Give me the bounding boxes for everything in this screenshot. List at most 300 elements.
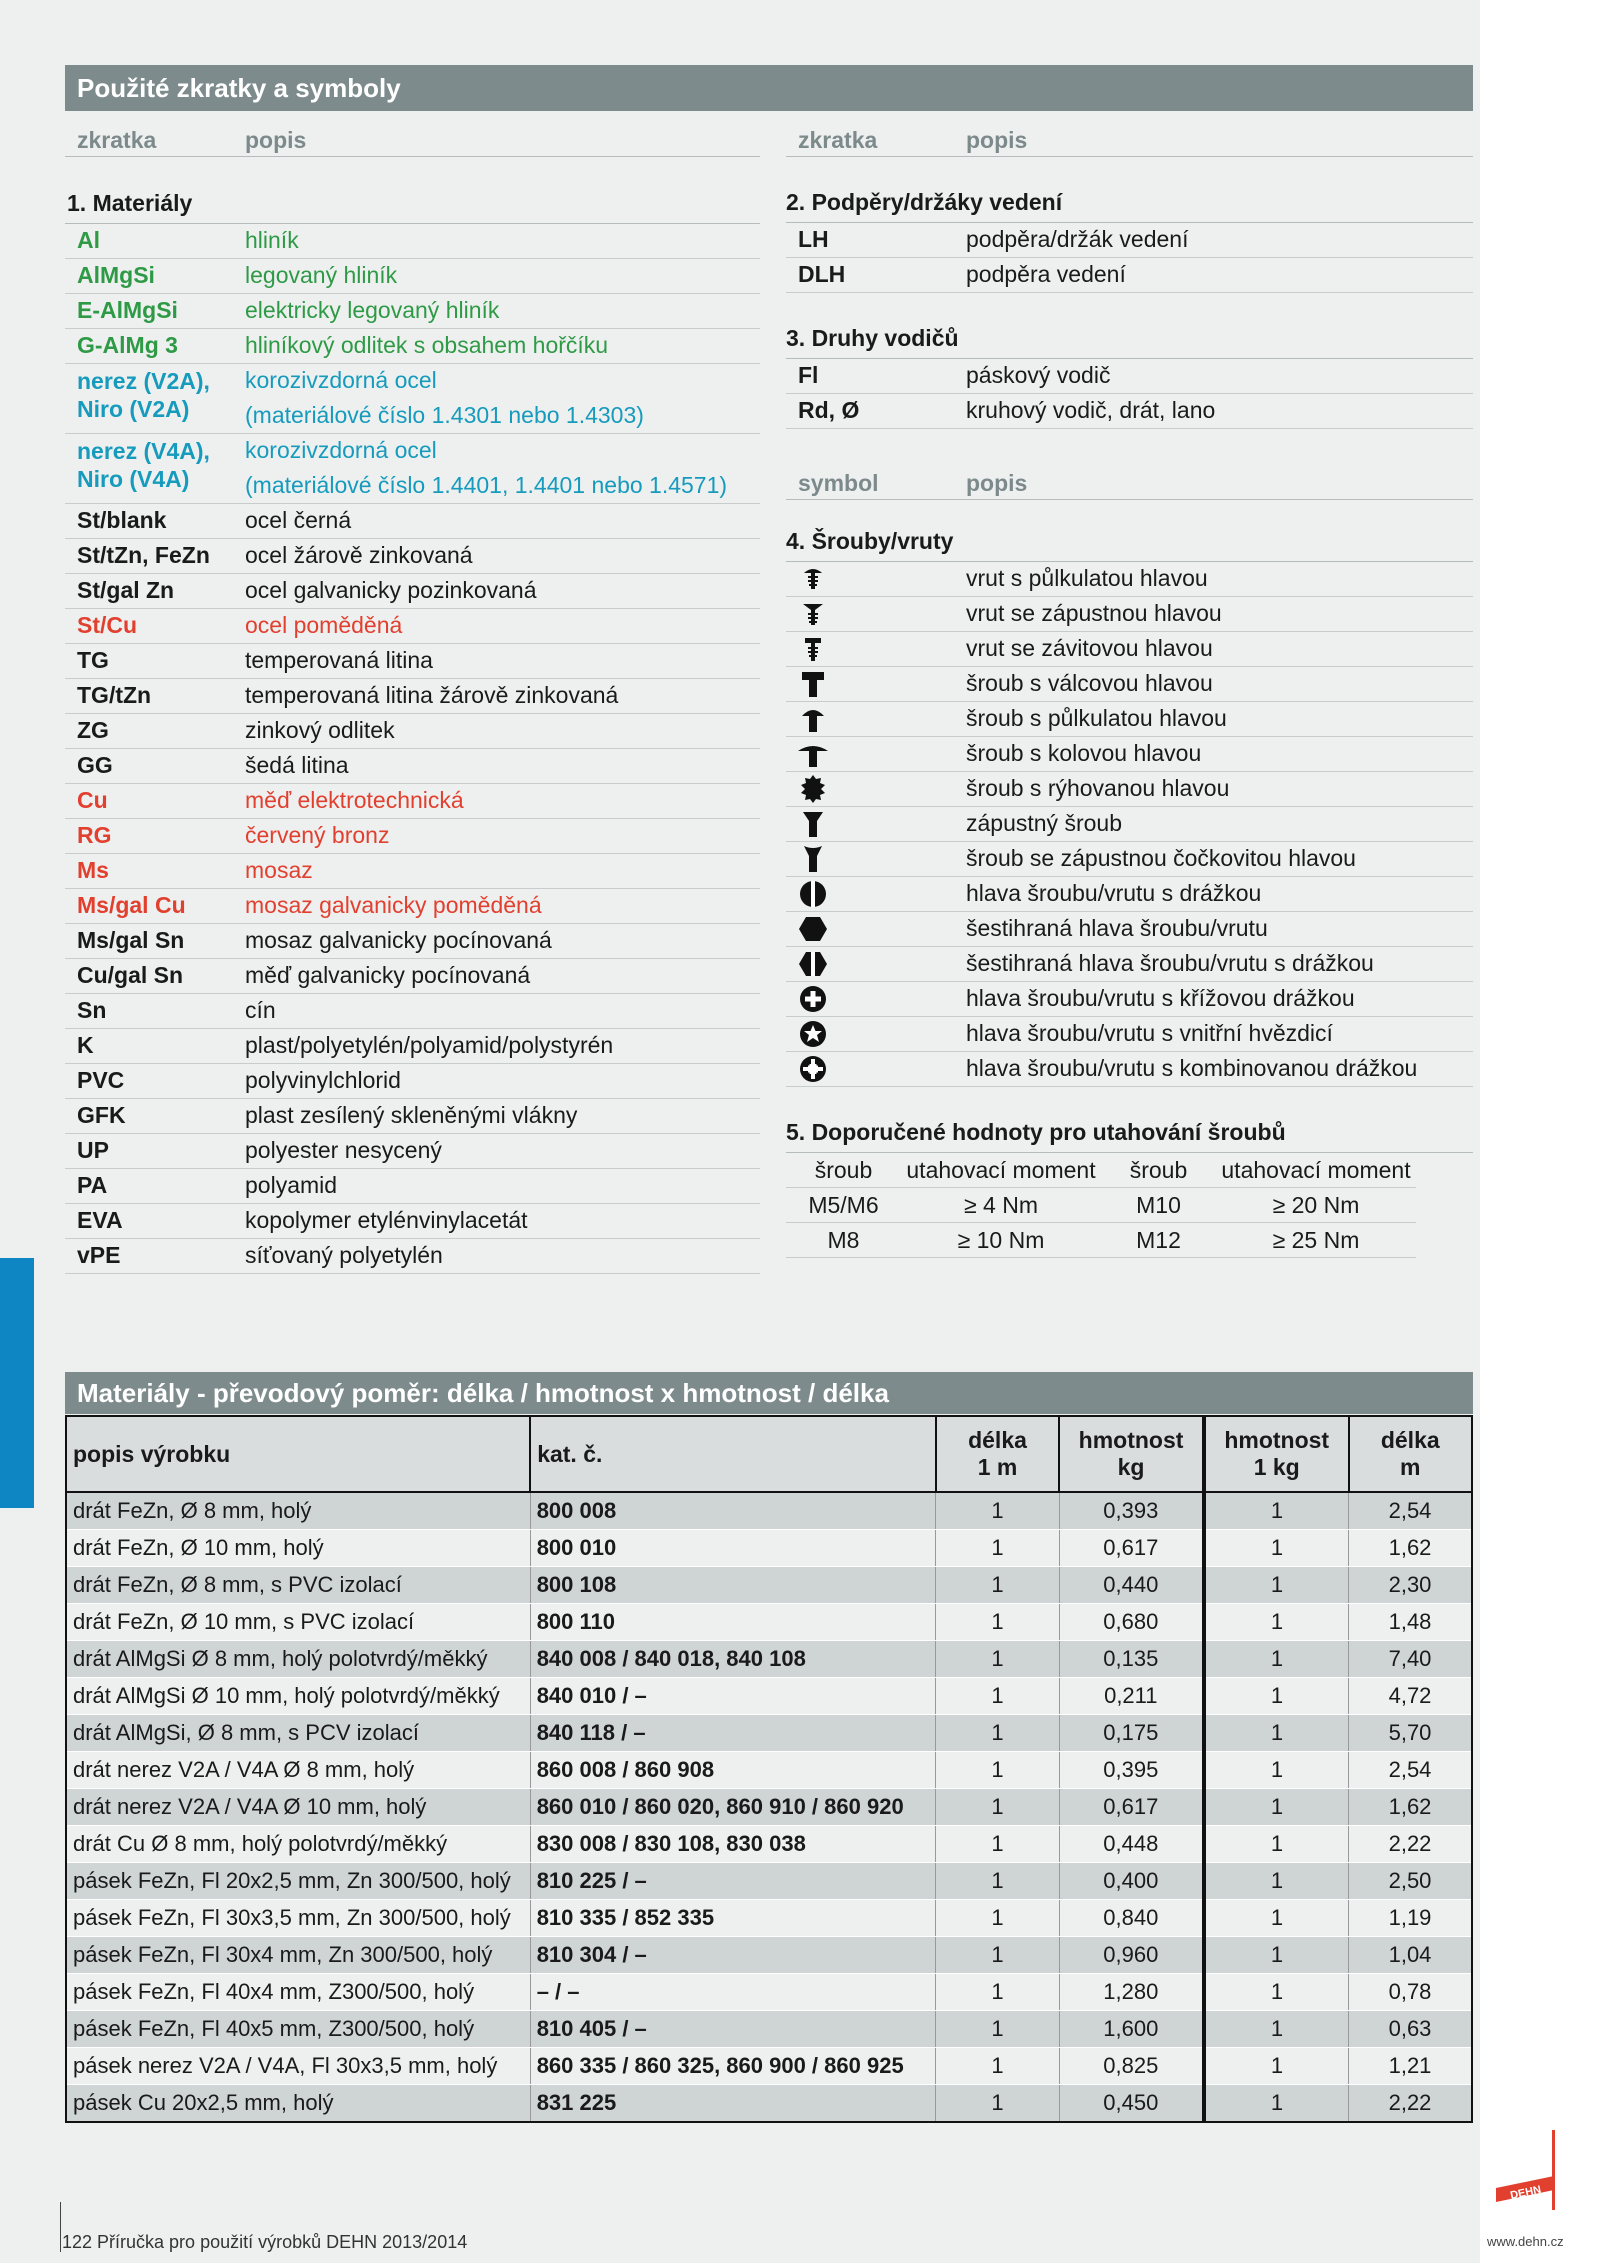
length-m: 1,21 xyxy=(1349,2048,1472,2085)
material-row xyxy=(65,434,760,504)
product-description: drát FeZn, Ø 10 mm, holý xyxy=(66,1530,530,1567)
screw-symbol-row xyxy=(786,842,1473,877)
symbol-description: šestihraná hlava šroubu/vrutu s drážkou xyxy=(966,950,1374,976)
symbol-description: vrut s půlkulatou hlavou xyxy=(966,565,1208,591)
screw-symbol-row xyxy=(786,702,1473,737)
mass-1kg: 1 xyxy=(1204,1826,1349,1863)
description: temperovaná litina žárově zinkovaná xyxy=(245,682,619,708)
catalog-number: 840 010 / – xyxy=(530,1678,936,1715)
mass-kg: 0,175 xyxy=(1059,1715,1204,1752)
conversion-row xyxy=(66,1678,1472,1715)
material-row xyxy=(65,679,760,714)
countersunk-wood-screw-icon xyxy=(786,600,966,628)
conversion-row xyxy=(66,1974,1472,2011)
catalog-number: 831 225 xyxy=(530,2085,936,2123)
product-description: drát FeZn, Ø 8 mm, holý xyxy=(66,1492,530,1530)
catalog-number: 860 010 / 860 020, 860 910 / 860 920 xyxy=(530,1789,936,1826)
description: červený bronz xyxy=(245,822,390,848)
mass-kg: 0,395 xyxy=(1059,1752,1204,1789)
description: korozivzdorná ocel (materiálové číslo 1.4301 nebo 1.4303) xyxy=(245,367,644,428)
abbreviation: Cu xyxy=(77,787,108,813)
conductor-row xyxy=(786,359,1473,394)
product-description: pásek FeZn, Fl 20x2,5 mm, Zn 300/500, holý xyxy=(66,1863,530,1900)
abbreviation: St/Cu xyxy=(77,612,138,638)
materials-list xyxy=(65,223,760,1274)
col-header-length-m: délka m xyxy=(1349,1416,1472,1492)
description: korozivzdorná ocel (materiálové číslo 1.4401, 1.4401 nebo 1.4571) xyxy=(245,437,728,498)
torque-header-cell: šroub xyxy=(786,1153,901,1188)
length-1m: 1 xyxy=(936,2085,1059,2123)
conversion-row xyxy=(66,1826,1472,1863)
mass-kg: 0,825 xyxy=(1059,2048,1204,2085)
torque-cell: M10 xyxy=(1101,1188,1216,1223)
symbol-description: šestihraná hlava šroubu/vrutu xyxy=(966,915,1268,941)
length-1m: 1 xyxy=(936,2048,1059,2085)
length-1m: 1 xyxy=(936,1567,1059,1604)
length-m: 0,78 xyxy=(1349,1974,1472,2011)
description: temperovaná litina xyxy=(245,647,433,673)
hexagon-head-icon xyxy=(786,915,966,943)
countersunk-bolt-icon xyxy=(786,810,966,838)
screw-symbol-row xyxy=(786,562,1473,597)
material-row xyxy=(65,1204,760,1239)
mass-1kg: 1 xyxy=(1204,2085,1349,2123)
screws-heading: 4. Šrouby/vruty xyxy=(786,500,1473,562)
screw-symbol-row xyxy=(786,807,1473,842)
length-1m: 1 xyxy=(936,1492,1059,1530)
conductors-heading: 3. Druhy vodičů xyxy=(786,293,1473,359)
product-description: drát AlMgSi Ø 8 mm, holý polotvrdý/měkký xyxy=(66,1641,530,1678)
abbreviation: LH xyxy=(798,226,829,252)
abbreviation: St/gal Zn xyxy=(77,577,175,603)
description: mosaz galvanicky pocínovaná xyxy=(245,927,552,953)
description: ocel poměděná xyxy=(245,612,403,638)
description: měď elektrotechnická xyxy=(245,787,464,813)
mass-kg: 1,600 xyxy=(1059,2011,1204,2048)
mass-1kg: 1 xyxy=(1204,1900,1349,1937)
abbreviation: Sn xyxy=(77,997,107,1023)
abbreviation: G-AlMg 3 xyxy=(77,332,178,358)
mass-1kg: 1 xyxy=(1204,2048,1349,2085)
mass-1kg: 1 xyxy=(1204,1752,1349,1789)
supports-heading: 2. Podpěry/držáky vedení xyxy=(786,157,1473,223)
description: ocel černá xyxy=(245,507,352,533)
mass-kg: 0,450 xyxy=(1059,2085,1204,2123)
mass-1kg: 1 xyxy=(1204,1492,1349,1530)
abbreviation: Rd, Ø xyxy=(798,397,860,423)
conversion-row xyxy=(66,1492,1472,1530)
catalog-number: 800 008 xyxy=(530,1492,936,1530)
screw-symbol-row xyxy=(786,947,1473,982)
symbol-description: hlava šroubu/vrutu s vnitřní hvězdicí xyxy=(966,1020,1333,1046)
abbreviation: nerez (V2A), Niro (V2A) xyxy=(77,368,210,422)
description: zinkový odlitek xyxy=(245,717,395,743)
knurled-head-bolt-icon xyxy=(786,775,966,803)
material-row xyxy=(65,609,760,644)
length-m: 1,62 xyxy=(1349,1530,1472,1567)
description: podpěra/držák vedení xyxy=(966,226,1189,252)
mass-1kg: 1 xyxy=(1204,1974,1349,2011)
left-column-header: zkratka popis xyxy=(65,112,760,157)
svg-text:DEHN: DEHN xyxy=(1509,2183,1543,2202)
catalog-number: 840 118 / – xyxy=(530,1715,936,1752)
symbol-description: šroub se zápustnou čočkovitou hlavou xyxy=(966,845,1356,871)
cross-recess-head-icon xyxy=(786,985,966,1013)
description: síťovaný polyetylén xyxy=(245,1242,443,1268)
length-m: 2,54 xyxy=(1349,1492,1472,1530)
length-1m: 1 xyxy=(936,1715,1059,1752)
length-1m: 1 xyxy=(936,1641,1059,1678)
supports-list xyxy=(786,223,1473,293)
description: elektricky legovaný hliník xyxy=(245,297,500,323)
length-m: 2,22 xyxy=(1349,2085,1472,2123)
catalog-number: 810 304 / – xyxy=(530,1937,936,1974)
product-description: pásek FeZn, Fl 40x4 mm, Z300/500, holý xyxy=(66,1974,530,2011)
screw-symbol-row xyxy=(786,737,1473,772)
col-header-description: popis výrobku xyxy=(66,1416,530,1492)
right-column-header: zkratka popis xyxy=(786,112,1473,157)
abbreviation: vPE xyxy=(77,1242,121,1268)
description: ocel žárově zinkovaná xyxy=(245,542,473,568)
mass-1kg: 1 xyxy=(1204,1678,1349,1715)
description: plast/polyetylén/polyamid/polystyrén xyxy=(245,1032,614,1058)
length-m: 2,50 xyxy=(1349,1863,1472,1900)
material-row xyxy=(65,994,760,1029)
abbreviation: AlMgSi xyxy=(77,262,155,288)
material-row xyxy=(65,924,760,959)
description: hliník xyxy=(245,227,299,253)
catalog-number: 800 110 xyxy=(530,1604,936,1641)
mass-kg: 0,211 xyxy=(1059,1678,1204,1715)
mushroom-head-bolt-icon xyxy=(786,740,966,768)
conversion-row xyxy=(66,1604,1472,1641)
abbreviation: PA xyxy=(77,1172,108,1198)
description: plast zesílený skleněnými vlákny xyxy=(245,1102,578,1128)
material-row xyxy=(65,714,760,749)
abbreviation: Fl xyxy=(798,362,819,388)
material-row xyxy=(65,854,760,889)
abbreviation: RG xyxy=(77,822,112,848)
length-1m: 1 xyxy=(936,1752,1059,1789)
description: polyamid xyxy=(245,1172,338,1198)
right-column xyxy=(786,112,1473,1258)
support-row xyxy=(786,258,1473,293)
description: podpěra vedení xyxy=(966,261,1126,287)
product-description: pásek FeZn, Fl 40x5 mm, Z300/500, holý xyxy=(66,2011,530,2048)
length-1m: 1 xyxy=(936,1604,1059,1641)
conversion-row xyxy=(66,1715,1472,1752)
conversion-row xyxy=(66,2011,1472,2048)
description: hliníkový odlitek s obsahem hořčíku xyxy=(245,332,609,358)
raised-countersunk-bolt-icon xyxy=(786,845,966,873)
material-row xyxy=(65,364,760,434)
abbreviation: TG/tZn xyxy=(77,682,152,708)
material-row xyxy=(65,539,760,574)
catalog-number: 860 335 / 860 325, 860 900 / 860 925 xyxy=(530,2048,936,2085)
screws-list xyxy=(786,562,1473,1087)
description: mosaz xyxy=(245,857,313,883)
torque-cell: ≥ 25 Nm xyxy=(1216,1223,1416,1258)
abbreviation: Ms/gal Cu xyxy=(77,892,186,918)
materials-heading: 1. Materiály xyxy=(67,190,193,216)
slotted-head-icon xyxy=(786,880,966,908)
material-row xyxy=(65,1239,760,1274)
catalog-number: 860 008 / 860 908 xyxy=(530,1752,936,1789)
material-row xyxy=(65,1064,760,1099)
product-description: pásek FeZn, Fl 30x3,5 mm, Zn 300/500, holý xyxy=(66,1900,530,1937)
symbol-description: šroub s rýhovanou hlavou xyxy=(966,775,1230,801)
screw-symbol-row xyxy=(786,772,1473,807)
screw-symbol-row xyxy=(786,667,1473,702)
length-1m: 1 xyxy=(936,1530,1059,1567)
product-description: pásek nerez V2A / V4A, Fl 30x3,5 mm, holý xyxy=(66,2048,530,2085)
material-row xyxy=(65,1099,760,1134)
screw-symbol-row xyxy=(786,1017,1473,1052)
mass-kg: 0,400 xyxy=(1059,1863,1204,1900)
catalog-number: 810 405 / – xyxy=(530,2011,936,2048)
length-1m: 1 xyxy=(936,1900,1059,1937)
catalog-number: 800 108 xyxy=(530,1567,936,1604)
material-row xyxy=(65,1169,760,1204)
mass-kg: 1,280 xyxy=(1059,1974,1204,2011)
screw-symbol-row xyxy=(786,1052,1473,1087)
mass-1kg: 1 xyxy=(1204,1604,1349,1641)
length-m: 1,04 xyxy=(1349,1937,1472,1974)
material-row xyxy=(65,819,760,854)
description: měď galvanicky pocínovaná xyxy=(245,962,531,988)
abbreviation: E-AlMgSi xyxy=(77,297,178,323)
mass-1kg: 1 xyxy=(1204,1789,1349,1826)
description: polyvinylchlorid xyxy=(245,1067,401,1093)
dehn-logo-icon xyxy=(1490,2130,1560,2210)
length-1m: 1 xyxy=(936,1974,1059,2011)
mass-1kg: 1 xyxy=(1204,1641,1349,1678)
catalog-number: 810 225 / – xyxy=(530,1863,936,1900)
mass-1kg: 1 xyxy=(1204,1567,1349,1604)
length-m: 4,72 xyxy=(1349,1678,1472,1715)
screw-symbol-row xyxy=(786,982,1473,1017)
torque-cell: M5/M6 xyxy=(786,1188,901,1223)
screw-symbol-row xyxy=(786,632,1473,667)
catalog-number: 800 010 xyxy=(530,1530,936,1567)
material-row xyxy=(65,1134,760,1169)
material-row xyxy=(65,1029,760,1064)
abbreviation: GFK xyxy=(77,1102,126,1128)
slotted-hexagon-head-icon xyxy=(786,950,966,978)
symbol-description: hlava šroubu/vrutu s kombinovanou drážkou xyxy=(966,1055,1418,1081)
mass-kg: 0,135 xyxy=(1059,1641,1204,1678)
material-row xyxy=(65,224,760,259)
torque-cell: M8 xyxy=(786,1223,901,1258)
description: mosaz galvanicky poměděná xyxy=(245,892,542,918)
col-header-mass-kg: hmotnost kg xyxy=(1059,1416,1204,1492)
symbol-description: šroub s válcovou hlavou xyxy=(966,670,1213,696)
material-row xyxy=(65,574,760,609)
product-description: drát Cu Ø 8 mm, holý polotvrdý/měkký xyxy=(66,1826,530,1863)
mass-kg: 0,617 xyxy=(1059,1789,1204,1826)
mass-kg: 0,617 xyxy=(1059,1530,1204,1567)
catalog-number: 810 335 / 852 335 xyxy=(530,1900,936,1937)
torque-cell: ≥ 4 Nm xyxy=(901,1188,1101,1223)
cylinder-head-bolt-icon xyxy=(786,670,966,698)
length-m: 5,70 xyxy=(1349,1715,1472,1752)
star-recess-head-icon xyxy=(786,1020,966,1048)
section-title-bar: Použité zkratky a symboly xyxy=(65,65,1473,111)
material-row xyxy=(65,329,760,364)
description: páskový vodič xyxy=(966,362,1111,388)
conversion-table xyxy=(65,1415,1473,2123)
abbreviation: UP xyxy=(77,1137,109,1163)
torque-header-cell: utahovací moment xyxy=(901,1153,1101,1188)
material-row xyxy=(65,259,760,294)
abbreviation: DLH xyxy=(798,261,846,287)
abbreviation: ZG xyxy=(77,717,109,743)
threaded-head-screw-icon xyxy=(786,635,966,663)
left-column xyxy=(65,112,760,1274)
symbol-description: šroub s kolovou hlavou xyxy=(966,740,1202,766)
website-link[interactable]: www.dehn.cz xyxy=(1487,2234,1564,2249)
page-footer: 122 Příručka pro použití výrobků DEHN 2013/2014 xyxy=(62,2232,468,2252)
torque-cell: ≥ 20 Nm xyxy=(1216,1188,1416,1223)
abbreviation: Ms/gal Sn xyxy=(77,927,185,953)
mass-1kg: 1 xyxy=(1204,1937,1349,1974)
abbreviation: Ms xyxy=(77,857,109,883)
support-row xyxy=(786,223,1473,258)
length-m: 2,22 xyxy=(1349,1826,1472,1863)
description: kopolymer etylénvinylacetát xyxy=(245,1207,528,1233)
description: kruhový vodič, drát, lano xyxy=(966,397,1216,423)
col-header-length-1m: délka 1 m xyxy=(936,1416,1059,1492)
material-row xyxy=(65,959,760,994)
conversion-row xyxy=(66,1752,1472,1789)
length-m: 1,62 xyxy=(1349,1789,1472,1826)
mass-1kg: 1 xyxy=(1204,1530,1349,1567)
conversion-row xyxy=(66,2085,1472,2123)
mass-kg: 0,840 xyxy=(1059,1900,1204,1937)
abbreviation: GG xyxy=(77,752,113,778)
symbol-description: zápustný šroub xyxy=(966,810,1122,836)
product-description: drát FeZn, Ø 10 mm, s PVC izolací xyxy=(66,1604,530,1641)
length-m: 7,40 xyxy=(1349,1641,1472,1678)
length-1m: 1 xyxy=(936,1863,1059,1900)
symbol-description: vrut se závitovou hlavou xyxy=(966,635,1213,661)
symbol-description: vrut se zápustnou hlavou xyxy=(966,600,1222,626)
conversion-title-bar: Materiály - převodový poměr: délka / hmotnost x hmotnost / délka xyxy=(65,1372,1473,1414)
mass-1kg: 1 xyxy=(1204,1715,1349,1752)
description: cín xyxy=(245,997,276,1023)
conductors-list xyxy=(786,359,1473,429)
mass-1kg: 1 xyxy=(1204,2011,1349,2048)
product-description: drát nerez V2A / V4A Ø 10 mm, holý xyxy=(66,1789,530,1826)
length-1m: 1 xyxy=(936,1789,1059,1826)
description: šedá litina xyxy=(245,752,349,778)
combination-recess-head-icon xyxy=(786,1055,966,1083)
mass-kg: 0,448 xyxy=(1059,1826,1204,1863)
product-description: drát nerez V2A / V4A Ø 8 mm, holý xyxy=(66,1752,530,1789)
col-header-mass-1kg: hmotnost 1 kg xyxy=(1204,1416,1349,1492)
torque-cell: M12 xyxy=(1101,1223,1216,1258)
abbreviation: nerez (V4A), Niro (V4A) xyxy=(77,438,210,492)
abbreviation: EVA xyxy=(77,1207,123,1233)
length-m: 2,54 xyxy=(1349,1752,1472,1789)
round-head-bolt-icon xyxy=(786,705,966,733)
mass-kg: 0,393 xyxy=(1059,1492,1204,1530)
round-head-wood-screw-icon xyxy=(786,565,966,593)
abbreviation: Al xyxy=(77,227,100,253)
col-header-catalog: kat. č. xyxy=(530,1416,936,1492)
material-row xyxy=(65,889,760,924)
description: ocel galvanicky pozinkovaná xyxy=(245,577,537,603)
mass-kg: 0,960 xyxy=(1059,1937,1204,1974)
torque-table xyxy=(786,1153,1473,1258)
conversion-row xyxy=(66,1530,1472,1567)
material-row xyxy=(65,644,760,679)
screw-symbol-row xyxy=(786,912,1473,947)
abbreviation: PVC xyxy=(77,1067,125,1093)
material-row xyxy=(65,749,760,784)
material-row xyxy=(65,294,760,329)
material-row xyxy=(65,504,760,539)
catalog-number: 840 008 / 840 018, 840 108 xyxy=(530,1641,936,1678)
abbreviation: Cu/gal Sn xyxy=(77,962,184,988)
description: legovaný hliník xyxy=(245,262,398,288)
length-1m: 1 xyxy=(936,1678,1059,1715)
description: polyester nesycený xyxy=(245,1137,442,1163)
conversion-row xyxy=(66,1863,1472,1900)
product-description: pásek Cu 20x2,5 mm, holý xyxy=(66,2085,530,2123)
screw-symbol-row xyxy=(786,597,1473,632)
length-1m: 1 xyxy=(936,1937,1059,1974)
length-m: 1,19 xyxy=(1349,1900,1472,1937)
conversion-row xyxy=(66,1789,1472,1826)
conversion-row xyxy=(66,1641,1472,1678)
conversion-row xyxy=(66,1900,1472,1937)
material-row xyxy=(65,784,760,819)
conversion-row xyxy=(66,1937,1472,1974)
product-description: pásek FeZn, Fl 30x4 mm, Zn 300/500, holý xyxy=(66,1937,530,1974)
conductor-row xyxy=(786,394,1473,429)
conversion-row xyxy=(66,1567,1472,1604)
symbol-column-header: symbol popis xyxy=(786,429,1473,500)
chapter-tab xyxy=(0,1258,34,1508)
length-1m: 1 xyxy=(936,1826,1059,1863)
torque-cell: ≥ 10 Nm xyxy=(901,1223,1101,1258)
abbreviation: TG xyxy=(77,647,109,673)
abbreviation: St/tZn, FeZn xyxy=(77,542,210,568)
torque-header-cell: utahovací moment xyxy=(1216,1153,1416,1188)
product-description: drát FeZn, Ø 8 mm, s PVC izolací xyxy=(66,1567,530,1604)
catalog-number: – / – xyxy=(530,1974,936,2011)
length-m: 0,63 xyxy=(1349,2011,1472,2048)
symbol-description: šroub s půlkulatou hlavou xyxy=(966,705,1227,731)
mass-kg: 0,680 xyxy=(1059,1604,1204,1641)
torque-header-cell: šroub xyxy=(1101,1153,1216,1188)
length-m: 1,48 xyxy=(1349,1604,1472,1641)
length-m: 2,30 xyxy=(1349,1567,1472,1604)
symbol-description: hlava šroubu/vrutu s drážkou xyxy=(966,880,1262,906)
screw-symbol-row xyxy=(786,877,1473,912)
mass-kg: 0,440 xyxy=(1059,1567,1204,1604)
torque-heading: 5. Doporučené hodnoty pro utahování šroubů xyxy=(786,1087,1473,1153)
conversion-row xyxy=(66,2048,1472,2085)
length-1m: 1 xyxy=(936,2011,1059,2048)
mass-1kg: 1 xyxy=(1204,1863,1349,1900)
abbreviation: K xyxy=(77,1032,94,1058)
product-description: drát AlMgSi Ø 10 mm, holý polotvrdý/měkký xyxy=(66,1678,530,1715)
product-description: drát AlMgSi, Ø 8 mm, s PCV izolací xyxy=(66,1715,530,1752)
symbol-description: hlava šroubu/vrutu s křížovou drážkou xyxy=(966,985,1355,1011)
abbreviation: St/blank xyxy=(77,507,167,533)
